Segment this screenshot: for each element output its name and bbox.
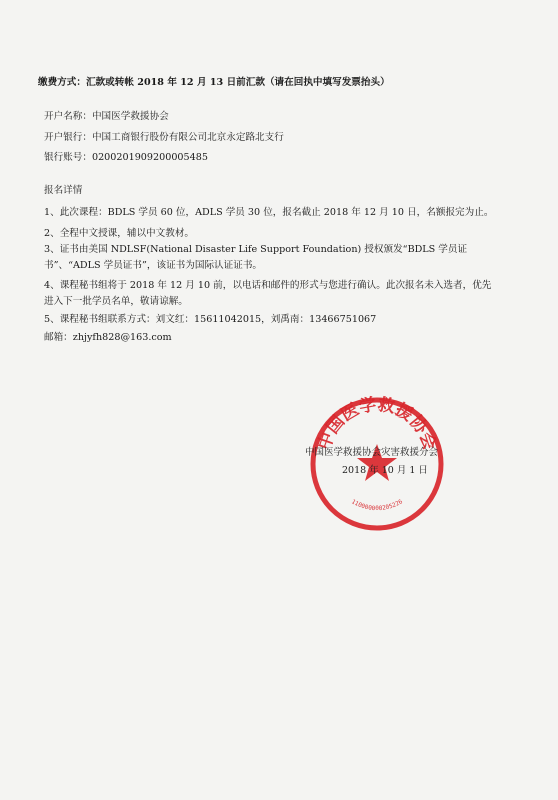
payment-method: 缴费方式：汇款或转帐 2018 年 12 月 13 日前汇款（请在回执中填写发票抬头） bbox=[38, 77, 390, 88]
detail-item-5: 5、课程秘书组联系方式：刘文红：15611042015，刘禹南：13466751067 bbox=[44, 314, 377, 325]
section-title: 报名详情 bbox=[44, 185, 83, 196]
detail-item-3: 3、证书由美国 NDLSF(National Disaster Life Support Foundation) 授权颁发“BDLS 学员证书”、“ADLS 学员证书”，该证书为国际认证证书。 bbox=[44, 244, 468, 271]
signature-org: 中国医学救援协会灾害救援分会 bbox=[305, 447, 439, 458]
email: 邮箱：zhjyfh828@163.com bbox=[44, 332, 172, 343]
account-number: 银行账号：0200201909200005485 bbox=[44, 152, 208, 163]
detail-item-2: 2、全程中文授课，辅以中文教材。 bbox=[44, 228, 195, 239]
signature-date: 2018 年 10 月 1 日 bbox=[342, 465, 428, 476]
account-name: 开户名称：中国医学救援协会 bbox=[44, 111, 169, 122]
seal-number: 110000000205226 bbox=[350, 498, 404, 513]
detail-item-4: 4、课程秘书组将于 2018 年 12 月 10 前，以电话和邮件的形式与您进行确认。此次报名未入选者，优先进入下一批学员名单，敬请谅解。 bbox=[44, 280, 492, 307]
seal-text: 中国医学救援协会 bbox=[314, 394, 440, 453]
bank-name: 开户银行：中国工商银行股份有限公司北京永定路北支行 bbox=[44, 132, 284, 143]
detail-item-1: 1、此次课程：BDLS 学员 60 位，ADLS 学员 30 位，报名截止 2018 年 12 月 10 日，名额报完为止。 bbox=[44, 207, 494, 218]
